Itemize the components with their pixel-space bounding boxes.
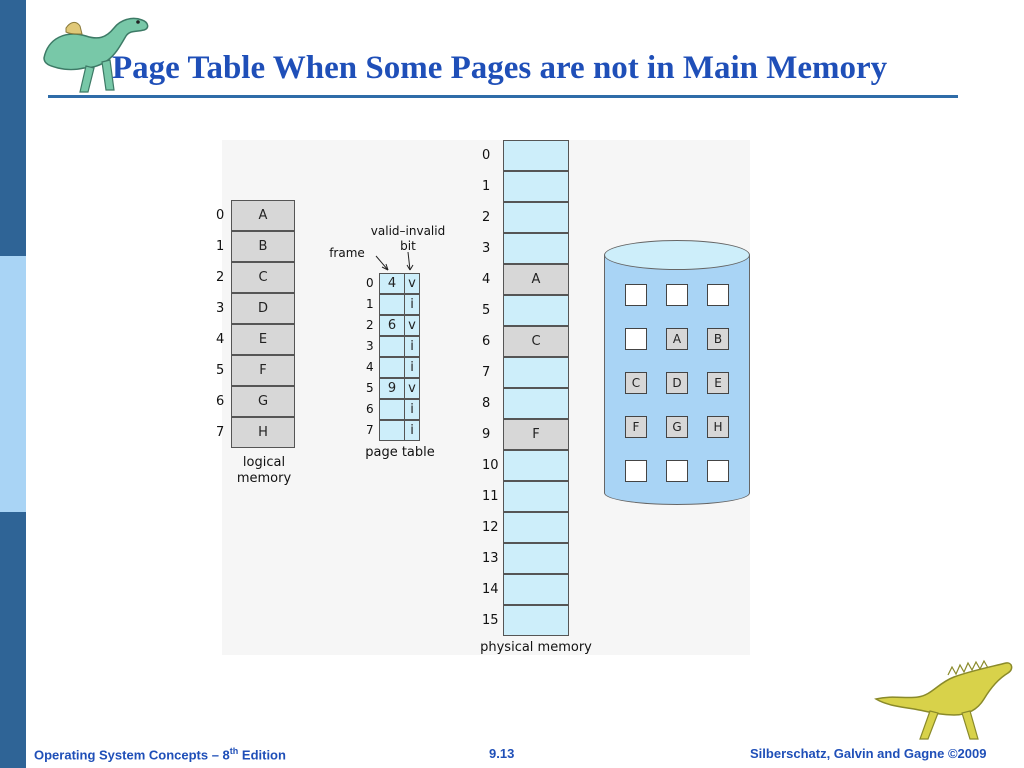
disk-block: C bbox=[625, 372, 647, 394]
physical-frame-index: 15 bbox=[482, 613, 499, 628]
left-band-middle bbox=[0, 256, 26, 512]
disk-block: B bbox=[707, 328, 729, 350]
disk-block: D bbox=[666, 372, 688, 394]
logical-index: 1 bbox=[216, 239, 225, 254]
page-table-bit-cell: v bbox=[404, 315, 420, 336]
physical-frame-index: 4 bbox=[482, 272, 491, 287]
physical-frame-cell bbox=[503, 295, 569, 326]
logical-index: 5 bbox=[216, 363, 225, 378]
dinosaur-footer-icon bbox=[872, 655, 1017, 743]
disk-block bbox=[666, 284, 688, 306]
disk-block bbox=[707, 284, 729, 306]
physical-frame-index: 11 bbox=[482, 489, 499, 504]
page-table-index: 2 bbox=[366, 318, 374, 332]
disk-block: H bbox=[707, 416, 729, 438]
logical-memory-label bbox=[226, 455, 302, 487]
physical-frame-cell bbox=[503, 543, 569, 574]
physical-frame-index: 0 bbox=[482, 148, 491, 163]
logical-page-cell: A bbox=[231, 200, 295, 231]
page-table-bit-cell: i bbox=[404, 336, 420, 357]
logical-index: 6 bbox=[216, 394, 225, 409]
page-table-index: 5 bbox=[366, 381, 374, 395]
footer-book-title bbox=[34, 746, 286, 762]
physical-frame-index: 1 bbox=[482, 179, 491, 194]
logical-index: 0 bbox=[216, 208, 225, 223]
page-table-bit-cell: i bbox=[404, 294, 420, 315]
disk-top bbox=[604, 240, 750, 270]
page-table-frame-cell bbox=[379, 294, 405, 315]
page-table-bit-cell: i bbox=[404, 399, 420, 420]
logical-page-cell: G bbox=[231, 386, 295, 417]
disk-block: G bbox=[666, 416, 688, 438]
physical-frame-cell bbox=[503, 450, 569, 481]
logical-page-cell: B bbox=[231, 231, 295, 262]
logical-index: 3 bbox=[216, 301, 225, 316]
physical-frame-cell: F bbox=[503, 419, 569, 450]
page-table-frame-cell: 6 bbox=[379, 315, 405, 336]
page-table-index: 4 bbox=[366, 360, 374, 374]
page-table-frame-cell: 9 bbox=[379, 378, 405, 399]
disk-block: A bbox=[666, 328, 688, 350]
physical-frame-cell bbox=[503, 202, 569, 233]
frame-arrow bbox=[376, 256, 388, 270]
left-band-bottom bbox=[0, 512, 26, 768]
disk-block: F bbox=[625, 416, 647, 438]
physical-frame-index: 7 bbox=[482, 365, 491, 380]
valid-invalid-label-line2: bit bbox=[400, 239, 416, 253]
disk-block bbox=[625, 284, 647, 306]
logical-page-cell: H bbox=[231, 417, 295, 448]
physical-frame-index: 14 bbox=[482, 582, 499, 597]
physical-frame-cell bbox=[503, 171, 569, 202]
logical-index: 7 bbox=[216, 425, 225, 440]
page-table-frame-cell bbox=[379, 357, 405, 378]
disk-block bbox=[707, 460, 729, 482]
physical-frame-cell bbox=[503, 605, 569, 636]
disk-block bbox=[625, 460, 647, 482]
logical-page-cell: E bbox=[231, 324, 295, 355]
page-table-bit-cell: i bbox=[404, 357, 420, 378]
valid-invalid-label-line1: valid–invalid bbox=[370, 224, 446, 238]
title-underline bbox=[48, 95, 958, 98]
footer-book-title-sup: th bbox=[229, 746, 239, 756]
footer-copyright: Silberschatz, Galvin and Gagne ©2009 bbox=[750, 746, 987, 761]
page-table-index: 1 bbox=[366, 297, 374, 311]
physical-frame-index: 3 bbox=[482, 241, 491, 256]
logical-memory-label-line1: logical bbox=[242, 455, 286, 470]
slide-title: Page Table When Some Pages are not in Main Memory bbox=[112, 50, 888, 86]
page-table-index: 6 bbox=[366, 402, 374, 416]
disk-block bbox=[666, 460, 688, 482]
physical-frame-index: 5 bbox=[482, 303, 491, 318]
physical-frame-cell bbox=[503, 140, 569, 171]
page-table-frame-cell: 4 bbox=[379, 273, 405, 294]
frame-label: frame bbox=[329, 246, 365, 260]
page-table-frame-cell bbox=[379, 399, 405, 420]
disk-block bbox=[625, 328, 647, 350]
page-table-bit-cell: i bbox=[404, 420, 420, 441]
page-table-frame-cell bbox=[379, 336, 405, 357]
page-table-index: 0 bbox=[366, 276, 374, 290]
footer-book-title-text: Operating System Concepts – 8 bbox=[34, 747, 230, 763]
footer-slide-number: 9.13 bbox=[489, 746, 515, 761]
physical-frame-index: 2 bbox=[482, 210, 491, 225]
physical-memory-label: physical memory bbox=[480, 640, 592, 655]
logical-page-cell: C bbox=[231, 262, 295, 293]
physical-frame-cell bbox=[503, 574, 569, 605]
physical-frame-cell: A bbox=[503, 264, 569, 295]
page-table-bit-cell: v bbox=[404, 273, 420, 294]
page-table-bit-cell: v bbox=[404, 378, 420, 399]
logical-index: 2 bbox=[216, 270, 225, 285]
logical-page-cell: D bbox=[231, 293, 295, 324]
physical-frame-index: 12 bbox=[482, 520, 499, 535]
physical-frame-index: 10 bbox=[482, 458, 499, 473]
page-table-frame-cell bbox=[379, 420, 405, 441]
physical-frame-cell bbox=[503, 357, 569, 388]
physical-frame-cell bbox=[503, 233, 569, 264]
logical-page-cell: F bbox=[231, 355, 295, 386]
logical-index: 4 bbox=[216, 332, 225, 347]
page-table-label: page table bbox=[365, 445, 435, 460]
physical-frame-index: 9 bbox=[482, 427, 491, 442]
page-table-index: 3 bbox=[366, 339, 374, 353]
logical-memory-label-line2: memory bbox=[236, 471, 292, 486]
left-band-top bbox=[0, 0, 26, 256]
page-table-index: 7 bbox=[366, 423, 374, 437]
physical-frame-cell bbox=[503, 512, 569, 543]
physical-frame-cell: C bbox=[503, 326, 569, 357]
footer-book-title-suffix: Edition bbox=[238, 747, 286, 763]
physical-frame-index: 8 bbox=[482, 396, 491, 411]
physical-frame-index: 13 bbox=[482, 551, 499, 566]
physical-frame-cell bbox=[503, 388, 569, 419]
disk-block: E bbox=[707, 372, 729, 394]
physical-frame-index: 6 bbox=[482, 334, 491, 349]
physical-frame-cell bbox=[503, 481, 569, 512]
